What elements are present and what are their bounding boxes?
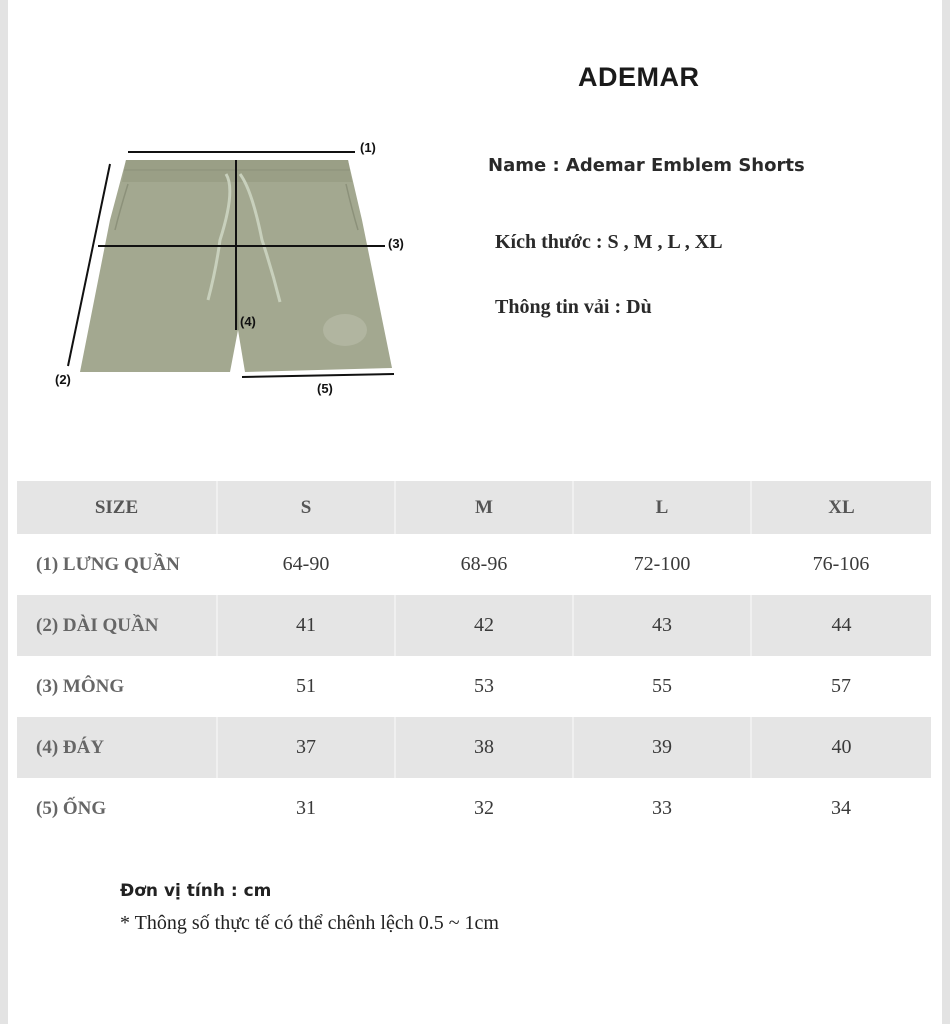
table-header-row bbox=[17, 481, 931, 534]
unit-note: Đơn vị tính : cm bbox=[120, 881, 272, 901]
table-cell: 33 bbox=[652, 797, 672, 819]
line-5-leg bbox=[242, 374, 394, 377]
page-edge-left bbox=[0, 0, 8, 1024]
table-cell: 42 bbox=[395, 595, 573, 656]
row-label: (4) ĐÁY bbox=[17, 717, 217, 778]
label-2: (2) bbox=[55, 372, 71, 387]
table-cell: 44 bbox=[751, 595, 931, 656]
tolerance-note: * Thông số thực tế có thể chênh lệch 0.5 ~ 1cm bbox=[120, 912, 499, 934]
label-3: (3) bbox=[388, 236, 404, 251]
product-sizes: Kích thước : S , M , L , XL bbox=[495, 231, 723, 253]
table-row bbox=[17, 778, 931, 839]
table-cell: 32 bbox=[474, 797, 494, 819]
product-fabric: Thông tin vải : Dù bbox=[495, 296, 652, 318]
header-size: SIZE bbox=[17, 481, 217, 534]
row-label: (5) ỐNG bbox=[36, 797, 107, 819]
table-cell: 34 bbox=[831, 797, 851, 819]
label-1: (1) bbox=[360, 140, 376, 155]
header-m: M bbox=[395, 481, 573, 534]
table-cell: 76-106 bbox=[812, 553, 870, 575]
table-cell: 51 bbox=[296, 675, 316, 697]
row-label: (1) LƯNG QUẦN bbox=[36, 553, 180, 575]
shorts-illustration bbox=[40, 130, 440, 410]
header-l: L bbox=[573, 481, 751, 534]
emblem bbox=[323, 314, 367, 346]
row-label: (2) DÀI QUẦN bbox=[17, 595, 217, 656]
size-chart-table bbox=[17, 481, 931, 839]
table-row bbox=[17, 534, 931, 595]
page-edge-right bbox=[942, 0, 950, 1024]
table-row bbox=[17, 717, 931, 778]
table-cell: 38 bbox=[395, 717, 573, 778]
table-row bbox=[17, 595, 931, 656]
table-cell: 57 bbox=[831, 675, 851, 697]
table-cell: 72-100 bbox=[633, 553, 691, 575]
header-xl: XL bbox=[751, 481, 931, 534]
table-cell: 37 bbox=[217, 717, 395, 778]
table-cell: 41 bbox=[217, 595, 395, 656]
label-4: (4) bbox=[240, 314, 256, 329]
table-cell: 53 bbox=[474, 675, 494, 697]
label-5: (5) bbox=[317, 381, 333, 396]
row-label: (3) MÔNG bbox=[36, 675, 125, 697]
header-s: S bbox=[217, 481, 395, 534]
table-cell: 39 bbox=[573, 717, 751, 778]
table-cell: 68-96 bbox=[460, 553, 508, 575]
table-row bbox=[17, 656, 931, 717]
shorts-diagram bbox=[40, 130, 440, 410]
brand-title: ADEMAR bbox=[578, 62, 700, 92]
product-name: Name : Ademar Emblem Shorts bbox=[488, 155, 805, 176]
table-cell: 43 bbox=[573, 595, 751, 656]
table-cell: 55 bbox=[652, 675, 672, 697]
table-cell: 40 bbox=[751, 717, 931, 778]
table-cell: 64-90 bbox=[282, 553, 330, 575]
table-cell: 31 bbox=[296, 797, 316, 819]
